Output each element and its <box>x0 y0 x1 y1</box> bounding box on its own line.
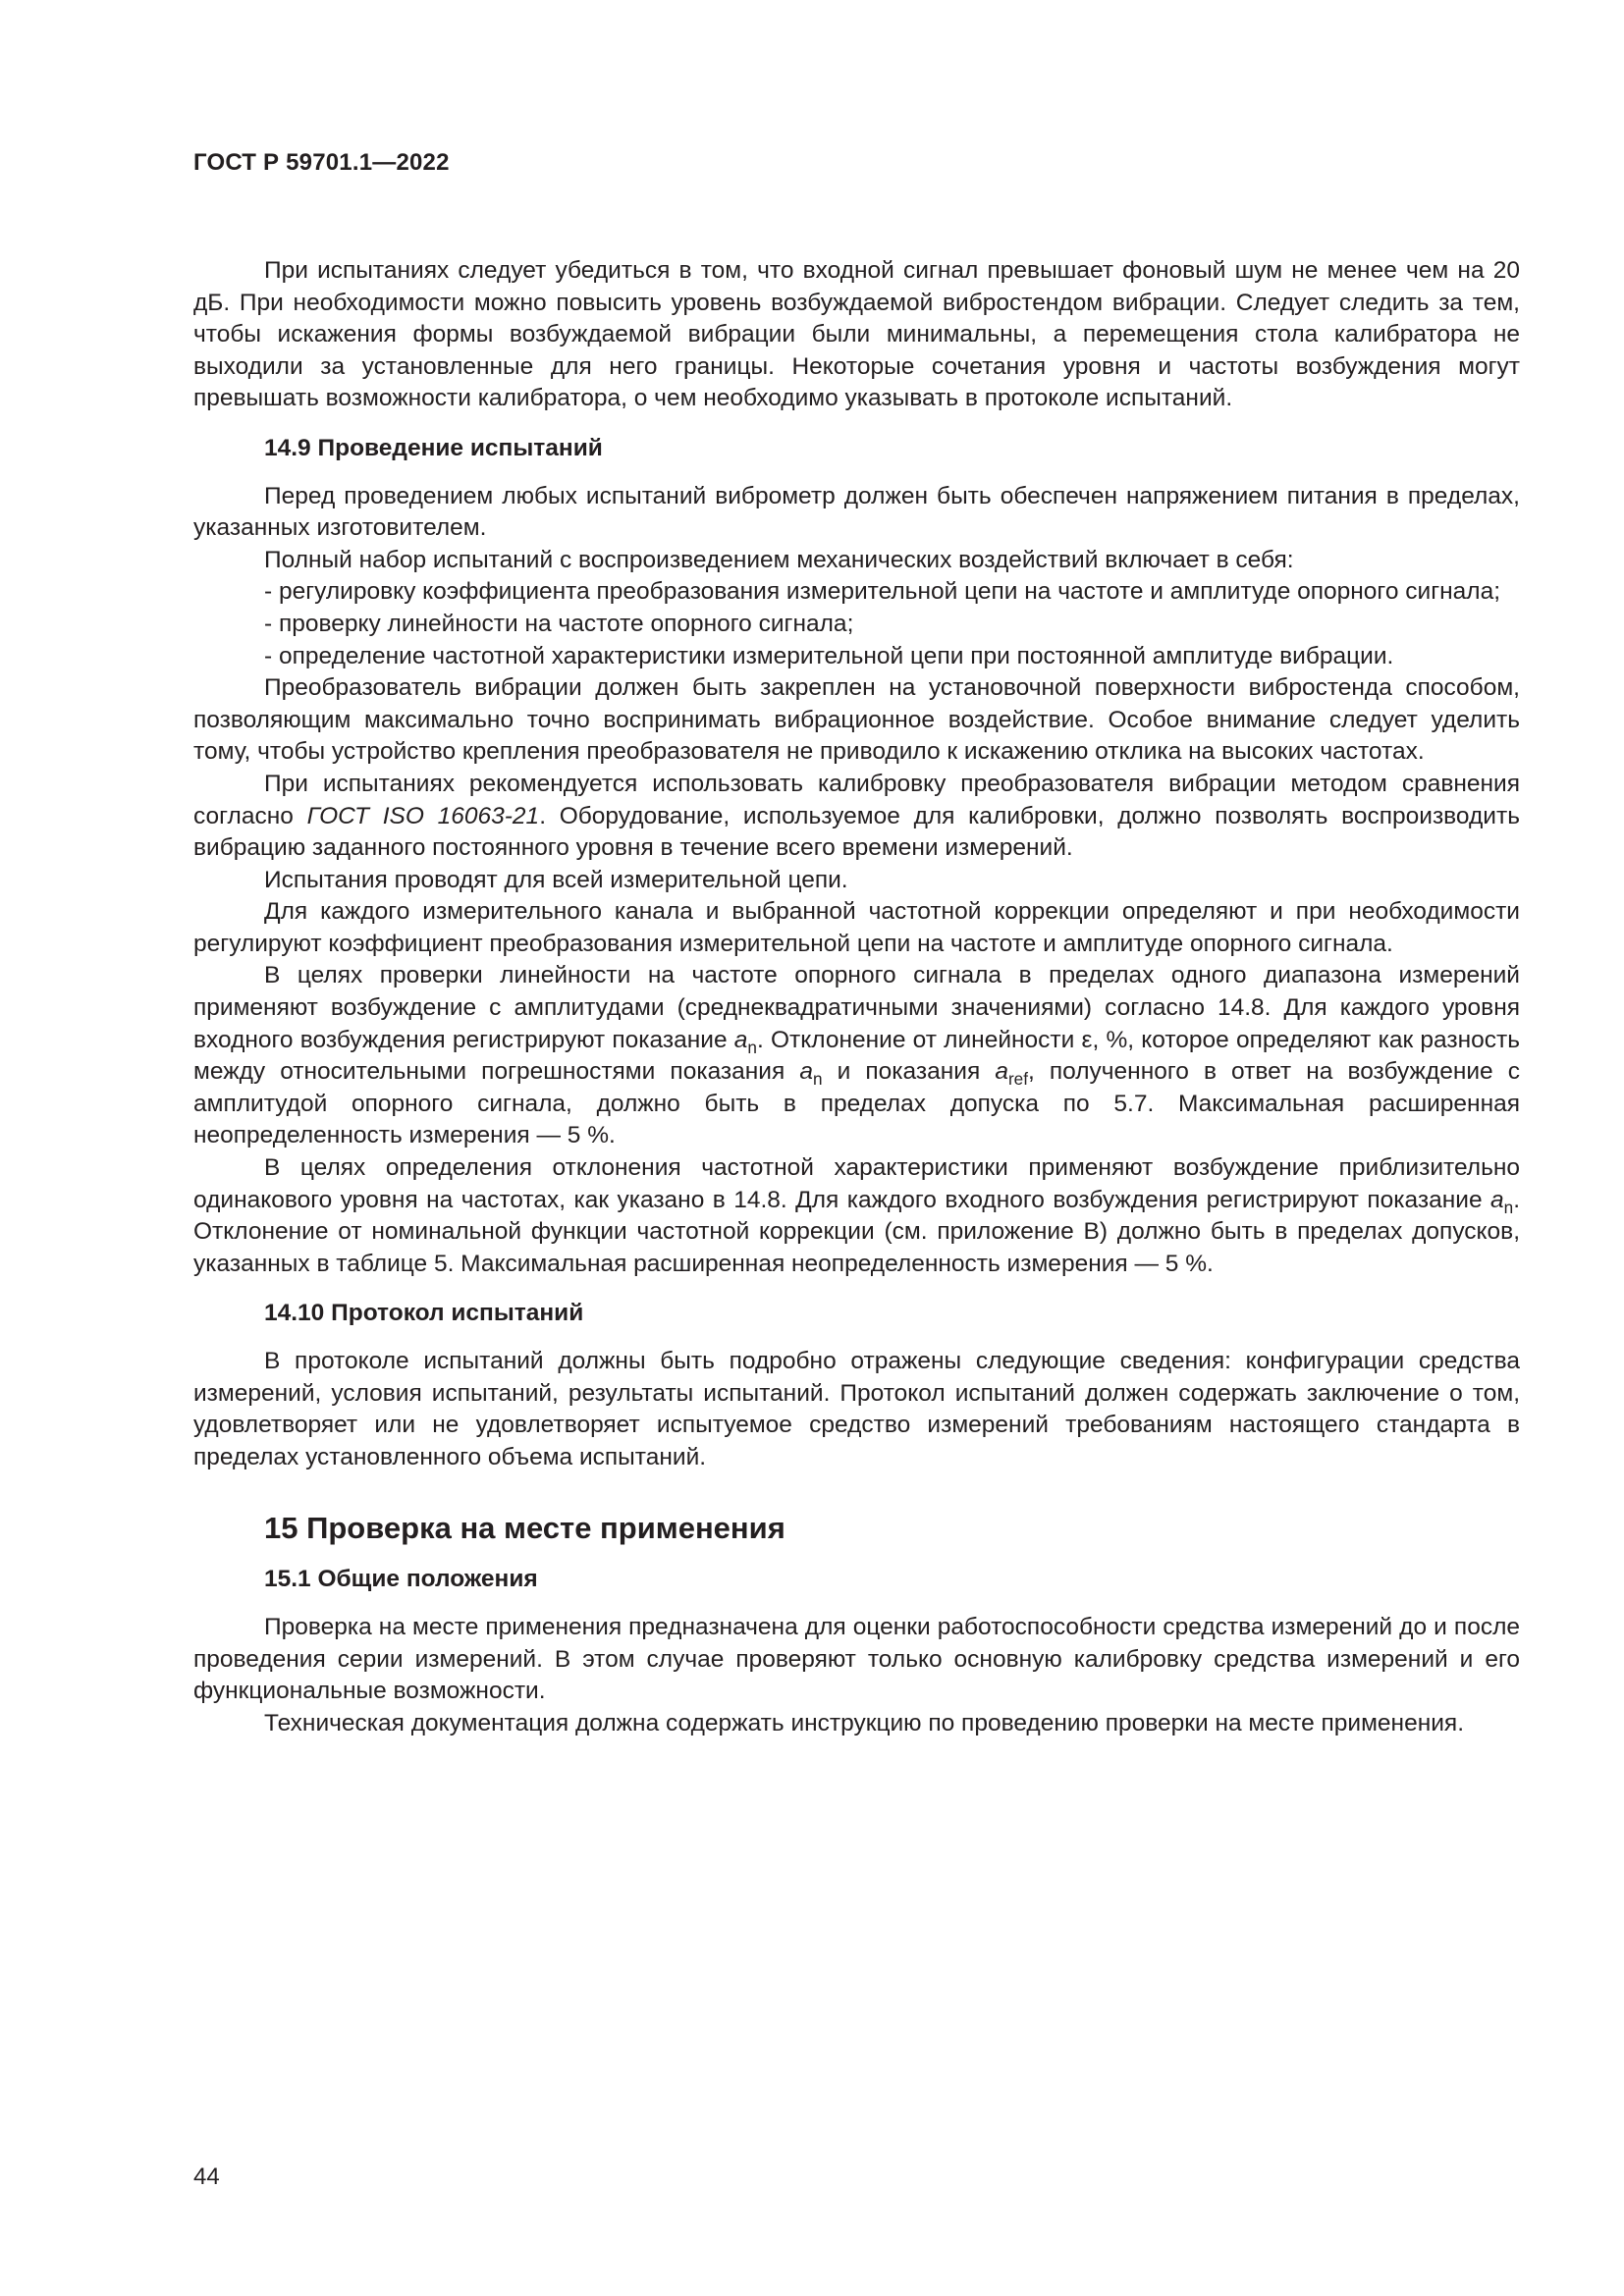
page-number: 44 <box>193 2163 220 2190</box>
list-item: - определение частотной характеристики измерительной цепи при постоянной амплитуде вибрации. <box>264 642 1394 669</box>
paragraph: Для каждого измерительного канала и выбранной частотной коррекции определяют и при необходимости регулируют коэффициент преобразования измерительной цепи на частоте и амплитуде опорного сигнала. <box>193 898 1520 957</box>
paragraph: Проверка на месте применения предназначена для оценки работоспособности средства измерений до и после проведения серии измерений. В этом случае проверяют только основную калибровку средства измерений и его функциональные возможности. <box>193 1613 1520 1705</box>
text-run: . Оборудование, используемое для калибровки, должно позволять воспроизводить вибрацию заданного постоянного уровня в течение всего времени измерений. <box>193 802 1520 862</box>
text-run: и показания <box>822 1058 996 1086</box>
heading-14-10: 14.10 Протокол испытаний <box>264 1300 584 1327</box>
symbol-a: a <box>733 1026 748 1053</box>
paragraph: Техническая документация должна содержать инструкцию по проведению проверки на месте применения. <box>264 1709 1464 1736</box>
list-item: - проверку линейности на частоте опорного сигнала; <box>264 610 854 637</box>
document-header: ГОСТ Р 59701.1—2022 <box>193 149 450 176</box>
subscript-n: n <box>747 1037 757 1057</box>
paragraph <box>193 769 1520 865</box>
page-content <box>193 255 1520 1739</box>
text-run: В целях проверки линейности на частоте опорного сигнала в пределах одного диапазона измерений применяют возбуждение с амплитудами (среднеквадратичными значениями) согласно 14.8. Для каждого уровня входного возбуждения регистрируют показание <box>193 962 1520 1053</box>
paragraph: Испытания проводят для всей измерительной цепи. <box>264 866 848 893</box>
heading-15-1: 15.1 Общие положения <box>264 1566 538 1593</box>
list-item: - регулировку коэффициента преобразования измерительной цепи на частоте и амплитуде опорного сигнала; <box>264 578 1501 606</box>
text-run: При испытаниях рекомендуется использовать калибровку преобразователя вибрации методом сравнения согласно <box>193 770 1520 829</box>
subscript-ref: ref <box>1007 1069 1028 1090</box>
paragraph: Перед проведением любых испытаний виброметр должен быть обеспечен напряжением питания в пределах, указанных изготовителем. <box>193 482 1520 542</box>
text-run: . Отклонение от номинальной функции частотной коррекции (см. приложение В) должно быть в пределах допусков, указанных в таблице 5. Максимальная расширенная неопределенность измерения — 5 %. <box>193 1186 1520 1277</box>
symbol-a: a <box>995 1058 1008 1086</box>
standard-reference: ГОСТ ISO 16063-21 <box>306 802 540 829</box>
text-run: В целях определения отклонения частотной характеристики применяют возбуждение приблизительно одинакового уровня на частотах, как указано в 14.8. Для каждого входного возбуждения регистрируют показание <box>193 1154 1520 1213</box>
subscript-n: n <box>1503 1197 1514 1217</box>
symbol-a: a <box>1490 1186 1504 1213</box>
symbol-a: a <box>799 1058 813 1086</box>
paragraph <box>193 1152 1520 1280</box>
intro-paragraph: При испытаниях следует убедиться в том, что входной сигнал превышает фоновый шум не менее чем на 20 дБ. При необходимости можно повысить уровень возбуждаемой вибростендом вибрации. Следует следить за тем, чтобы искажения формы возбуждаемой вибрации были минимальны, а перемещения стола калибратора не выходили за установленные для него границы. Некоторые сочетания уровня и частоты возбуждения могут превышать возможности калибратора, о чем необходимо указывать в протоколе испытаний. <box>193 257 1520 412</box>
heading-15: 15 Проверка на месте применения <box>264 1511 785 1546</box>
heading-14-9: 14.9 Проведение испытаний <box>264 434 603 461</box>
subscript-n: n <box>813 1069 823 1090</box>
paragraph: Преобразователь вибрации должен быть закреплен на установочной поверхности вибростенда способом, позволяющим максимально точно воспринимать вибрационное воздействие. Особое внимание следует уделить тому, чтобы устройство крепления преобразователя не приводило к искажению отклика на высоких частотах. <box>193 674 1520 766</box>
paragraph: Полный набор испытаний с воспроизведением механических воздействий включает в себя: <box>264 546 1294 573</box>
text-run: , полученного в ответ на возбуждение с амплитудой опорного сигнала, должно быть в пределах допуска по 5.7. Максимальная расширенная неопределенность измерения — 5 %. <box>193 1058 1521 1149</box>
text-run: . Отклонение от линейности ε, %, которое определяют как разность между относительными погрешностями показания <box>193 1026 1520 1086</box>
paragraph: В протоколе испытаний должны быть подробно отражены следующие сведения: конфигурации средства измерений, условия испытаний, результаты испытаний. Протокол испытаний должен содержать заключение о том, удовлетворяет или не удовлетворяет испытуемое средство измерений требованиям настоящего стандарта в пределах установленного объема испытаний. <box>193 1348 1520 1470</box>
paragraph <box>193 960 1520 1152</box>
